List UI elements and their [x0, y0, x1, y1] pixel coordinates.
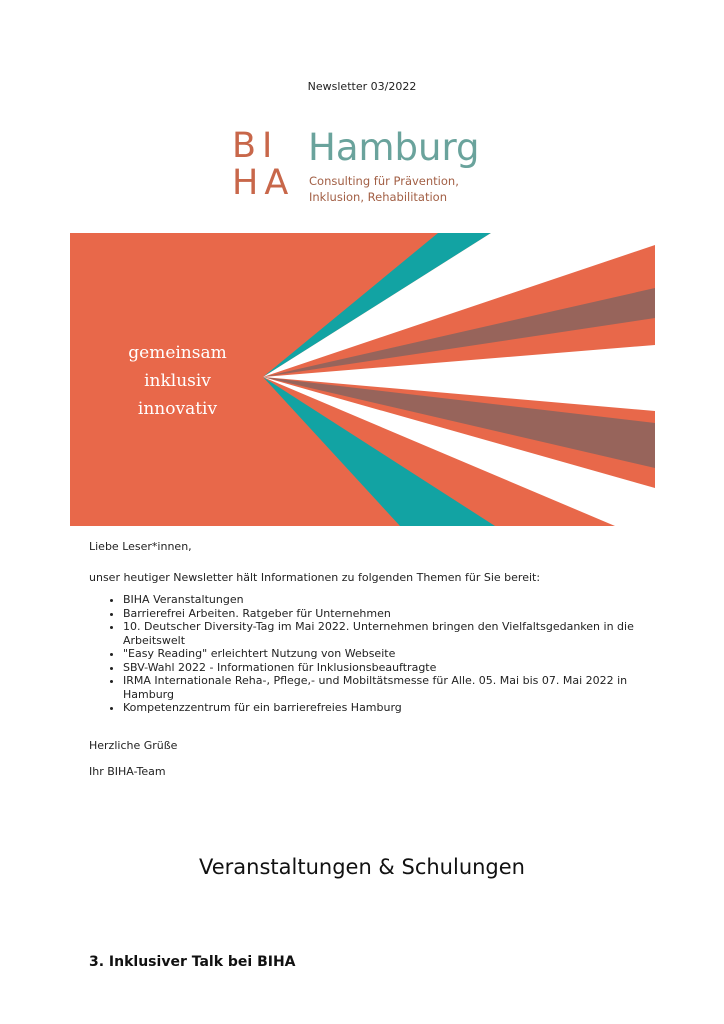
- greeting: Liebe Leser*innen,: [89, 540, 192, 553]
- logo-city: Hamburg: [308, 126, 480, 169]
- banner-motto: [110, 339, 245, 423]
- logo-monogram: [232, 128, 294, 202]
- motto-line-2: inklusiv: [144, 371, 211, 391]
- logo-monogram-line2: HA: [232, 163, 295, 203]
- list-item: • IRMA Internationale Reha-, Pflege,- und Mobiltätsmesse für Alle. 05. Mai bis 07. Mai 2022 in Hamburg: [123, 674, 649, 701]
- logo-tagline: [309, 173, 459, 205]
- closing-text: Herzliche Grüße: [89, 738, 178, 752]
- intro-text: unser heutiger Newsletter hält Informationen zu folgenden Themen für Sie bereit:: [89, 570, 541, 584]
- letter-body: [89, 540, 649, 779]
- logo-tagline-line1: Consulting für Prävention,: [309, 174, 459, 188]
- topic-list: [89, 593, 649, 715]
- logo-tagline-line2: Inklusion, Rehabilitation: [309, 190, 447, 204]
- section-title: Veranstaltungen & Schulungen: [199, 855, 525, 879]
- motto-line-3: innovativ: [137, 399, 218, 419]
- list-item: • Kompetenzzentrum für ein barrierefreies Hamburg: [123, 701, 649, 715]
- list-item: • 10. Deutscher Diversity-Tag im Mai 2022. Unternehmen bringen den Vielfaltsgedanken in die Arbeitswelt: [123, 620, 649, 647]
- motto-line-1: gemeinsam: [128, 343, 227, 363]
- hero-banner: [70, 233, 655, 526]
- logo-monogram-line1: BI: [232, 126, 279, 166]
- newsletter-label: Newsletter 03/2022: [307, 80, 417, 93]
- list-item: • BIHA Veranstaltungen: [123, 593, 649, 607]
- list-item: • "Easy Reading" erleichtert Nutzung von Webseite: [123, 647, 649, 661]
- signature: Ihr BIHA-Team: [89, 765, 166, 778]
- biha-logo: [232, 128, 502, 206]
- list-item: • SBV-Wahl 2022 - Informationen für Inklusionsbeauftragte: [123, 661, 649, 675]
- list-item: • Barrierefrei Arbeiten. Ratgeber für Unternehmen: [123, 607, 649, 621]
- subsection-title: 3. Inklusiver Talk bei BIHA: [89, 954, 296, 970]
